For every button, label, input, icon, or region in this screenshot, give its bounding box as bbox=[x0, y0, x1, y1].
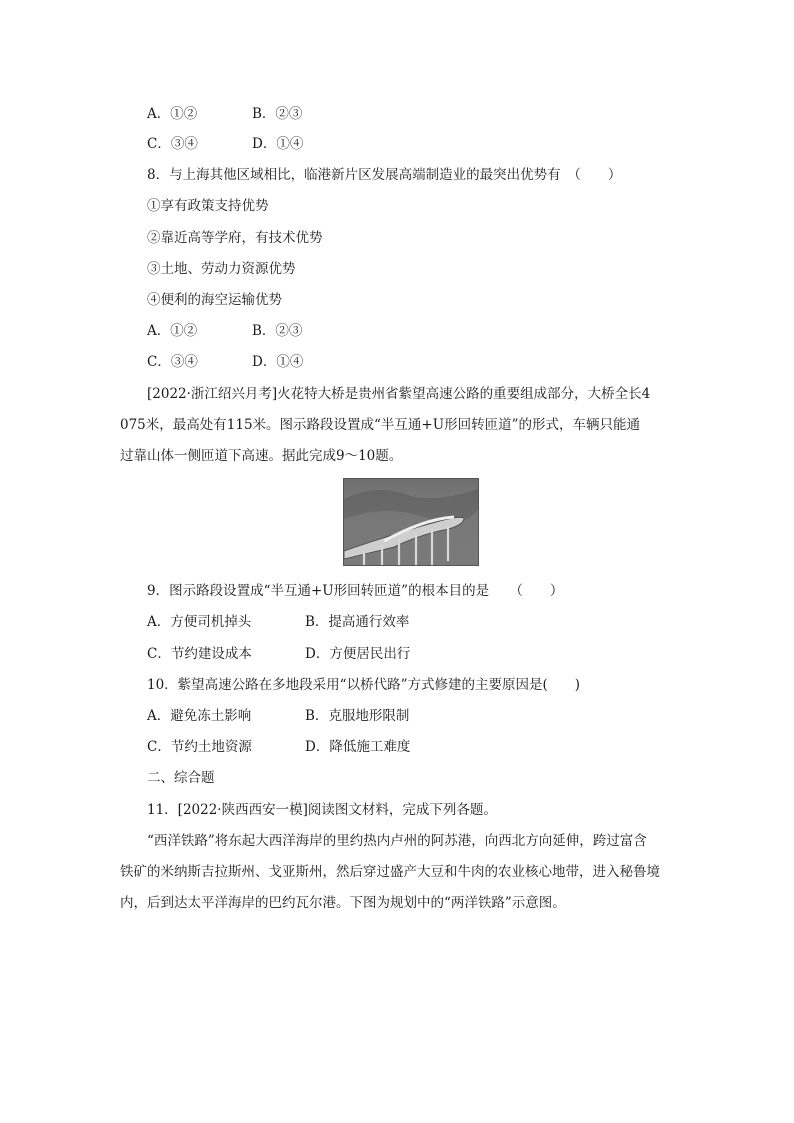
q8-item: ③土地、劳动力资源优势 bbox=[147, 261, 296, 277]
passage-line: 过靠山体一侧匝道下高速。据此完成9～10题。 bbox=[120, 448, 403, 464]
passage-line: [2022·浙江绍兴月考]火花特大桥是贵州省紫望高速公路的重要组成部分，大桥全长4 bbox=[147, 386, 651, 402]
q8-option-c: C．③④ bbox=[147, 354, 198, 370]
q8-item: ②靠近高等学府，有技术优势 bbox=[147, 230, 323, 246]
q10-stem: 10．紫望高速公路在多地段采用“以桥代路”方式修建的主要原因是( ) bbox=[147, 677, 581, 693]
q8-option-b: B．②③ bbox=[252, 323, 303, 339]
q9-option-c: C．节约建设成本 bbox=[147, 646, 252, 662]
q10-option-d: D．降低施工难度 bbox=[305, 739, 411, 755]
q10-option-c: C．节约土地资源 bbox=[147, 739, 252, 755]
q9-stem: 9．图示路段设置成“半互通+U形回转匝道”的根本目的是 （ ） bbox=[147, 583, 564, 599]
section-heading: 二、综合题 bbox=[147, 770, 215, 786]
q9-option-a: A．方便司机掉头 bbox=[147, 614, 252, 630]
passage-line: 075米，最高处有115米。图示路段设置成“半互通+U形回转匝道”的形式，车辆只能通 bbox=[120, 417, 641, 433]
q8-option-a: A．①② bbox=[147, 323, 198, 339]
q8-stem: 8．与上海其他区域相比，临港新片区发展高端制造业的最突出优势有 （ ） bbox=[147, 167, 622, 183]
q7-option-b: B．②③ bbox=[252, 106, 303, 122]
q8-option-d: D．①④ bbox=[252, 354, 304, 370]
q8-item: ④便利的海空运输优势 bbox=[147, 292, 282, 308]
q9-option-d: D．方便居民出行 bbox=[305, 646, 411, 662]
q10-option-b: B．克服地形限制 bbox=[305, 708, 410, 724]
q7-option-d: D．①④ bbox=[252, 136, 304, 152]
q7-option-a: A．①② bbox=[147, 106, 198, 122]
q9-option-b: B．提高通行效率 bbox=[305, 614, 410, 630]
q11-stem: 11．[2022·陕西西安一模]阅读图文材料，完成下列各题。 bbox=[147, 802, 497, 818]
q10-option-a: A．避免冻土影响 bbox=[147, 708, 252, 724]
q11-text-line: 内，后到达太平洋海岸的巴约瓦尔港。下图为规划中的“两洋铁路”示意图。 bbox=[120, 895, 566, 911]
bridge-photo bbox=[343, 478, 479, 566]
q11-text-line: “西洋铁路”将东起大西洋海岸的里约热内卢州的阿苏港，向西北方向延伸，跨过富含 bbox=[147, 833, 647, 849]
q8-item: ①享有政策支持优势 bbox=[147, 198, 269, 214]
q11-text-line: 铁矿的米纳斯吉拉斯州、戈亚斯州，然后穿过盛产大豆和牛肉的农业核心地带，进入秘鲁境 bbox=[120, 864, 660, 880]
q7-option-c: C．③④ bbox=[147, 136, 198, 152]
